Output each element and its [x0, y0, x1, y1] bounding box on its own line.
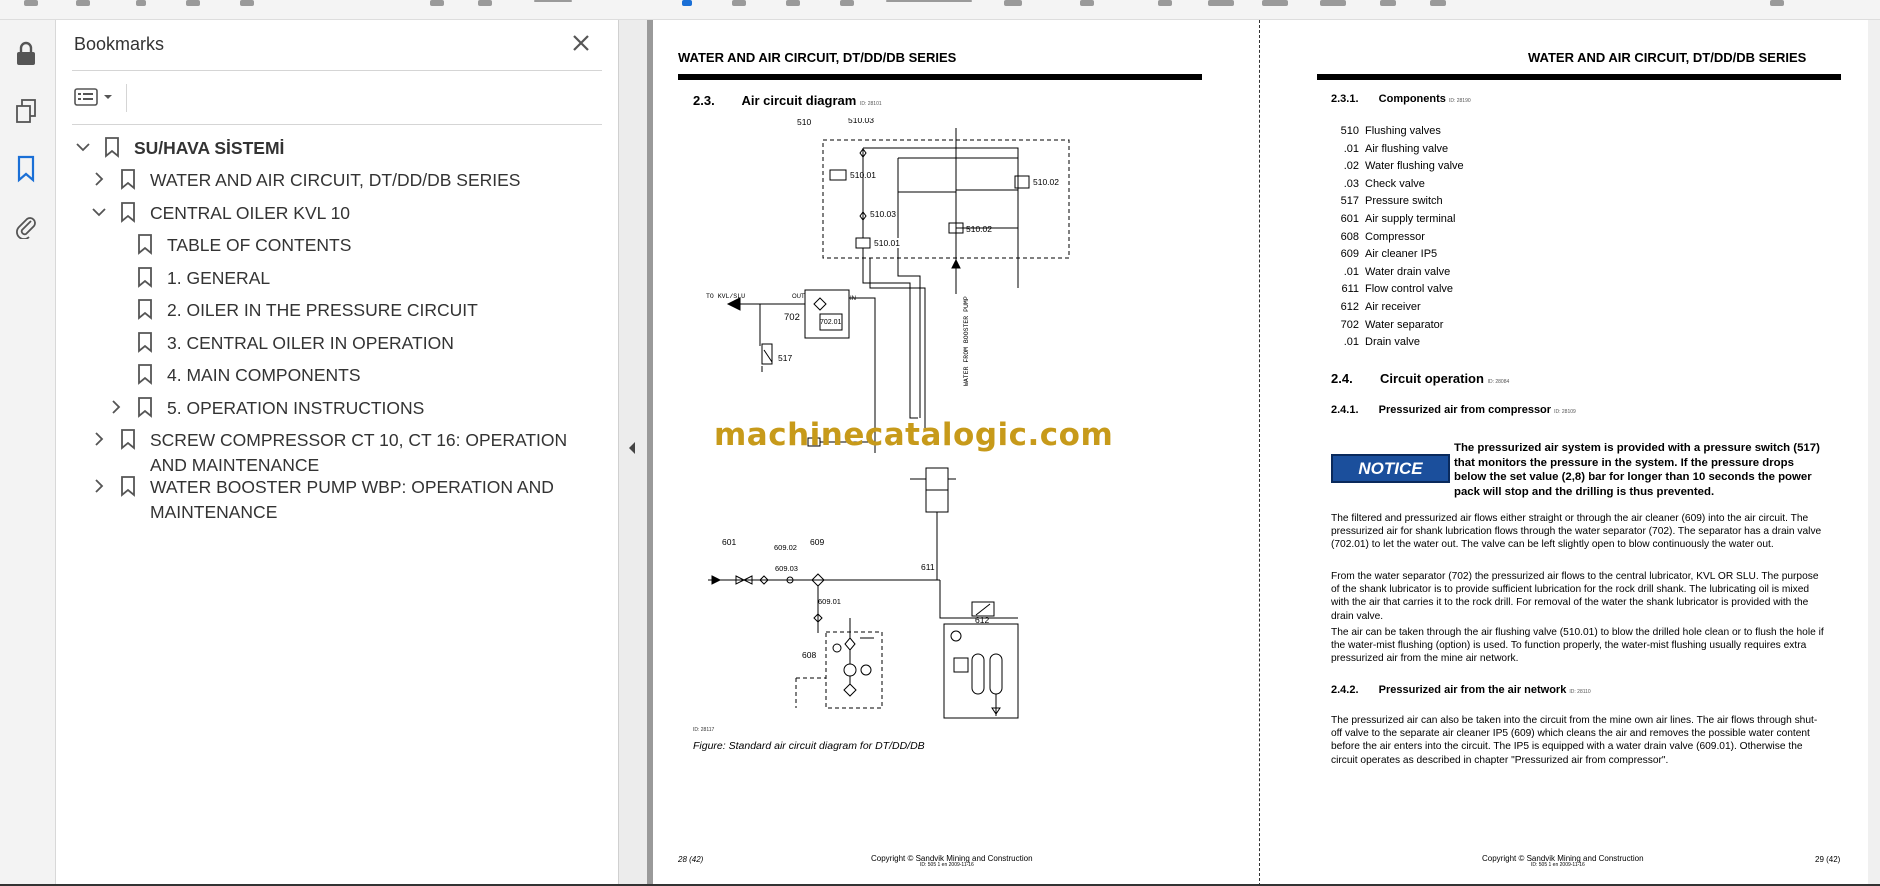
label-517: 517 [778, 353, 793, 363]
mail-icon[interactable] [186, 0, 200, 6]
header-rule [678, 74, 1202, 80]
label-609-02: 609.02 [774, 543, 797, 552]
component-row [1331, 213, 1455, 225]
label-510-01: 510.01 [874, 238, 900, 248]
component-name: Water drain valve [1365, 265, 1451, 278]
bookmark-item[interactable] [74, 136, 581, 161]
spacer [107, 365, 125, 383]
component-row [1331, 336, 1420, 348]
list-options-icon [74, 87, 98, 107]
rotate-icon[interactable] [1080, 0, 1094, 6]
label-510: 510 [797, 118, 812, 127]
paragraph-2: From the water separator (702) the pressurized air flows to the central lubricator, KVL OR SLU. The purpose of the shank lubricator is to provide sufficient lubrication for the rock drill shank. The lubricating oil is mixed with the air that carries it to the rock drill. For removal of the water the shank lubricator is provided with the drain valve. [1331, 571, 1819, 622]
divider [72, 70, 602, 71]
figure-caption: Figure: Standard air circuit diagram for DT/DD/DB [693, 740, 925, 752]
bookmark-item[interactable] [90, 201, 581, 226]
component-row [1331, 231, 1425, 243]
bookmark-icon [137, 331, 153, 353]
notice-badge: NOTICE [1331, 454, 1450, 483]
label-609: 609 [810, 537, 825, 547]
comment-icon[interactable] [1208, 0, 1234, 6]
label-510-03: 510.03 [848, 118, 874, 125]
bookmark-icon [137, 266, 153, 288]
label-608: 608 [802, 650, 817, 660]
page-divider [1259, 20, 1260, 886]
component-code: .01 [1343, 336, 1359, 349]
section-id: ID: 28109 [1554, 409, 1576, 415]
section-number: 2.4. [1331, 371, 1353, 386]
bookmark-item[interactable] [107, 396, 581, 421]
page-number-field[interactable] [534, 0, 572, 2]
bookmark-label: 2. OILER IN THE PRESSURE CIRCUIT [167, 300, 478, 320]
left-page-number: 28 (42) [678, 855, 704, 864]
bookmark-icon [137, 233, 153, 255]
label-601: 601 [722, 537, 737, 547]
close-icon[interactable] [570, 32, 592, 54]
component-code: .03 [1343, 177, 1359, 190]
label-510-01: 510.01 [850, 170, 876, 180]
options-menu-button[interactable] [74, 82, 120, 112]
header-rule [1317, 74, 1841, 80]
label-611: 611 [921, 562, 935, 572]
prev-page-icon[interactable] [430, 0, 444, 6]
component-row [1331, 248, 1437, 260]
component-code: 517 [1340, 195, 1359, 208]
right-page-header: WATER AND AIR CIRCUIT, DT/DD/DB SERIES [1528, 50, 1807, 65]
bookmark-add-icon[interactable] [76, 0, 90, 6]
component-code: 611 [1341, 283, 1359, 296]
label-510-02: 510.02 [1033, 177, 1059, 187]
component-name: Check valve [1365, 177, 1425, 190]
zoom-out-icon[interactable] [732, 0, 746, 6]
attachments-icon[interactable] [10, 210, 42, 242]
spacer [107, 268, 125, 286]
component-name: Pressure switch [1365, 195, 1443, 208]
component-row [1331, 125, 1441, 137]
component-name: Air flushing valve [1365, 142, 1449, 155]
spacer [107, 235, 125, 253]
bookmark-icon [120, 428, 136, 450]
zoom-in-icon-2[interactable] [840, 0, 854, 6]
bookmark-icon [137, 396, 153, 418]
label-out: OUT [792, 294, 805, 300]
section-id: ID: 28190 [1448, 98, 1471, 104]
pages-icon[interactable] [10, 95, 42, 127]
highlight-icon[interactable] [1262, 0, 1288, 6]
component-name: Water separator [1365, 318, 1444, 331]
watermark: machinecatalogic.com [714, 417, 1114, 453]
component-row [1331, 266, 1450, 278]
component-row [1331, 178, 1425, 190]
bookmark-icon [120, 201, 136, 223]
component-row [1331, 301, 1421, 313]
left-page-header: WATER AND AIR CIRCUIT, DT/DD/DB SERIES [678, 50, 957, 65]
chevron-right-icon[interactable] [107, 398, 125, 416]
bookmarks-icon[interactable] [10, 153, 42, 185]
next-page-icon[interactable] [478, 0, 492, 6]
fit-page-icon[interactable] [1004, 0, 1022, 6]
component-code: 612 [1340, 301, 1359, 313]
component-name: Compressor [1365, 230, 1425, 243]
bookmark-label: 5. OPERATION INSTRUCTIONS [167, 398, 425, 418]
component-code: 601 [1340, 213, 1359, 225]
component-name: Drain valve [1365, 336, 1421, 349]
bookmark-item[interactable] [107, 331, 581, 356]
label-702: 702 [784, 312, 800, 323]
component-row [1331, 160, 1464, 172]
bookmark-label: WATER BOOSTER PUMP WBP: OPERATION AND MAINTENANCE [150, 477, 554, 522]
bookmark-icon [104, 136, 120, 158]
share-icon[interactable] [1770, 0, 1784, 6]
bookmark-item[interactable] [107, 363, 581, 388]
lock-icon[interactable] [10, 38, 42, 70]
label-water-booster: WATER FROM BOOSTER PUMP [963, 296, 970, 386]
section-title: Pressurized air from compressor [1378, 404, 1552, 416]
bookmark-item[interactable] [107, 266, 581, 291]
section-title: Components [1378, 93, 1446, 105]
bookmarks-panel [56, 20, 619, 886]
vertical-scrollbar[interactable] [1868, 20, 1880, 886]
component-row [1331, 283, 1453, 295]
right-page-number: 29 (42) [1815, 855, 1841, 864]
section-2-4-1-heading [1331, 404, 1576, 416]
section-2-3-1-heading [1331, 93, 1471, 105]
left-copyright: Copyright © Sandvik Mining and Construction [871, 854, 1033, 863]
zoom-in-icon[interactable] [786, 0, 800, 6]
bookmark-label: TABLE OF CONTENTS [167, 235, 352, 255]
toolbar-divider [126, 84, 127, 112]
label-609-01: 609.01 [818, 597, 841, 606]
right-doc-id: ID: 505 1 en 2009-11-16 [1531, 862, 1585, 868]
left-doc-id: ID: 505 1 en 2009-11-16 [920, 862, 974, 868]
section-number: 2.3.1. [1331, 93, 1359, 105]
label-510-03: 510.03 [870, 209, 896, 219]
label-609-03: 609.03 [775, 564, 798, 573]
text-icon[interactable] [1380, 0, 1396, 6]
chevron-right-icon[interactable] [90, 170, 108, 188]
section-number: 2.4.2. [1331, 684, 1359, 696]
bookmark-item[interactable] [90, 168, 581, 193]
left-navigation-rail [0, 20, 56, 886]
collapse-panel-icon[interactable] [626, 440, 638, 456]
bookmark-item[interactable] [107, 298, 581, 323]
section-title: Circuit operation [1379, 371, 1484, 386]
link-icon[interactable] [1430, 0, 1446, 6]
component-name: Air cleaner IP5 [1365, 248, 1438, 261]
spacer [107, 300, 125, 318]
chevron-down-icon[interactable] [74, 138, 92, 156]
bookmark-icon [120, 475, 136, 497]
bookmark-label: 1. GENERAL [167, 268, 271, 288]
section-id: ID: 28110 [1569, 689, 1591, 695]
section-number: 2.4.1. [1331, 404, 1359, 416]
bookmark-item[interactable] [90, 475, 581, 525]
section-id: ID: 28084 [1487, 379, 1510, 385]
bookmark-label: 3. CENTRAL OILER IN OPERATION [167, 333, 454, 353]
section-2-3-heading [693, 93, 882, 108]
component-code: .01 [1343, 142, 1359, 155]
section-id: ID: 28101 [859, 101, 882, 107]
zoom-field[interactable] [886, 0, 972, 2]
component-code: .01 [1343, 265, 1359, 278]
spacer [107, 333, 125, 351]
component-name: Air supply terminal [1365, 213, 1456, 225]
select-tool-icon[interactable] [682, 0, 692, 6]
bookmark-icon [120, 168, 136, 190]
label-510-02: 510.02 [966, 224, 992, 234]
component-row [1331, 143, 1448, 155]
paragraph-3: The air can be taken through the air flushing valve (510.01) to blow the drilled hole clean or to flush the hole if the water-mist flushing (option) is used. To function properly, the water-mist flushing usually requires extra pressurized air from the mine air network. [1331, 627, 1824, 665]
notice-text: The pressurized air system is provided with a pressure switch (517) that monitors the pressure in the system. If the pressure drops below the set value (2,8) bar for longer than 10 seconds the power pack will stop and the drilling is thus prevented. [1454, 442, 1820, 498]
chevron-right-icon[interactable] [90, 430, 108, 448]
section-title: Pressurized air from the air network [1378, 684, 1567, 696]
page-edge [647, 20, 653, 886]
divider [72, 124, 602, 125]
bookmark-label: 4. MAIN COMPONENTS [167, 365, 361, 385]
top-toolbar [0, 0, 1880, 20]
bookmark-icon [137, 298, 153, 320]
menu-icon[interactable] [24, 0, 38, 6]
search-icon[interactable] [240, 0, 254, 6]
component-code: 702 [1340, 318, 1359, 331]
bookmark-item[interactable] [90, 428, 581, 478]
section-number: 2.3. [693, 93, 715, 108]
label-702-01: 702.01 [820, 319, 842, 326]
right-copyright: Copyright © Sandvik Mining and Construction [1482, 854, 1644, 863]
section-title: Air circuit diagram [741, 93, 857, 108]
paragraph-4: The pressurized air can also be taken into the circuit from the mine own air lines. The air flows through shut-off valve to the separate air cleaner IP5 (609) which cleans the air and removes the possible water content before the air enters into the circuit. The IP5 is equipped with a water drain valve (609.01). Otherwise the circuit operates as described in chapter "Pressurized air from compressor". [1331, 715, 1818, 766]
component-code: 510 [1340, 125, 1359, 137]
component-name: Flushing valves [1365, 125, 1441, 137]
print-icon[interactable] [136, 0, 146, 6]
label-to-kvl: TO KVL/SLU [706, 293, 746, 300]
component-code: 608 [1340, 230, 1359, 243]
component-name: Flow control valve [1365, 283, 1454, 296]
bookmark-label: SCREW COMPRESSOR CT 10, CT 16: OPERATION AND MAINTENANCE [150, 430, 568, 475]
chevron-right-icon[interactable] [90, 477, 108, 495]
component-code: .02 [1343, 160, 1359, 173]
bookmark-icon [137, 363, 153, 385]
component-row [1331, 319, 1443, 331]
label-in: IN [850, 296, 856, 302]
chevron-down-icon [102, 92, 114, 102]
paragraph-1: The filtered and pressurized air flows either straight or through the air cleaner (609) into the air circuit. The pressurized air for shank lubrication flows through the water separator (702). The separator has a drain valve (702.01) to let the water out. The valve can be left slightly open to blow continuously the water out. [1331, 513, 1822, 551]
chevron-down-icon[interactable] [90, 203, 108, 221]
draw-icon[interactable] [1320, 0, 1346, 6]
sign-icon[interactable] [1158, 0, 1172, 6]
section-2-4-heading [1331, 371, 1509, 386]
bookmark-item[interactable] [107, 233, 581, 258]
bookmark-label: WATER AND AIR CIRCUIT, DT/DD/DB SERIES [150, 170, 521, 190]
label-612: 612 [975, 615, 990, 625]
panel-title: Bookmarks [74, 34, 165, 54]
component-code: 609 [1340, 248, 1359, 261]
component-name: Water flushing valve [1365, 160, 1464, 173]
bookmark-label: CENTRAL OILER KVL 10 [150, 203, 351, 223]
figure-id: ID: 28117 [693, 727, 715, 733]
component-row [1331, 195, 1443, 207]
section-2-4-2-heading [1331, 684, 1591, 696]
bookmark-label: SU/HAVA SİSTEMİ [134, 138, 285, 158]
component-name: Air receiver [1365, 301, 1421, 313]
